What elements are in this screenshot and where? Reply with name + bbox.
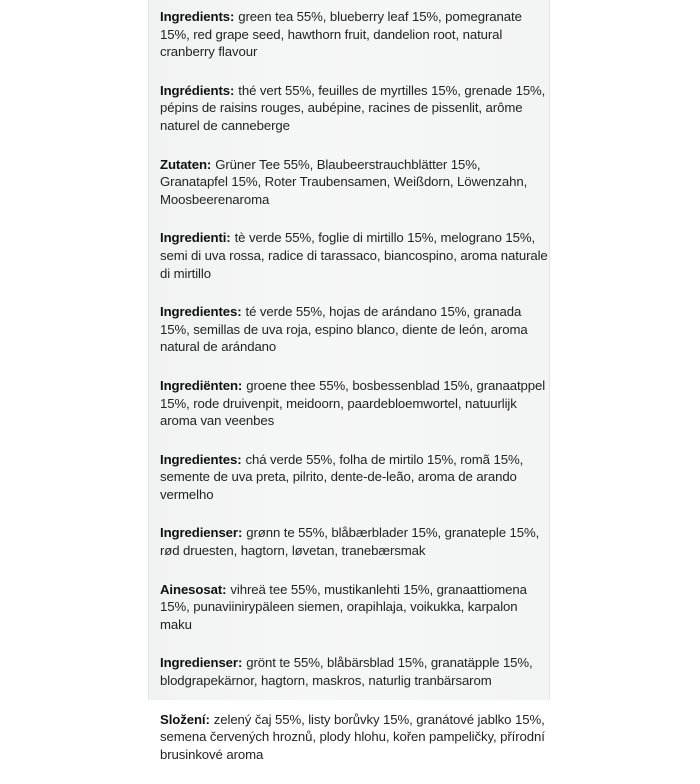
ingredients-text-de: Grüner Tee 55%, Blaubeerstrauchblätter 15%, Granatapfel 15%, Roter Traubensamen, Weißdorn, Löwenzahn, Moosbeerenaroma [160, 156, 528, 207]
ingredients-no [160, 524, 548, 559]
ingredients-label-pt: Ingredientes: [160, 451, 242, 467]
ingredients-list [160, 8, 548, 784]
ingredients-nl [160, 377, 548, 430]
ingredients-es [160, 303, 548, 356]
ingredients-text-fr: thé vert 55%, feuilles de myrtilles 15%, grenade 15%, pépins de raisins rouges, aubépine, racines de pissenlit, arôme naturel de canneberge [160, 82, 546, 133]
ingredients-fi [160, 581, 548, 634]
ingredients-en [160, 8, 548, 61]
ingredients-text-fi: vihreä tee 55%, mustikanlehti 15%, granaattiomena 15%, punaviinirypäleen siemen, orapihlaja, voikukka, karpalon maku [160, 581, 527, 632]
ingredients-label-it: Ingredienti: [160, 230, 231, 246]
ingredients-fr [160, 82, 548, 135]
ingredients-cs [160, 711, 548, 764]
ingredients-text-en: green tea 55%, blueberry leaf 15%, pomegranate 15%, red grape seed, hawthorn fruit, dandelion root, natural cranberry flavour [160, 9, 522, 60]
ingredients-de [160, 156, 548, 209]
ingredients-label-es: Ingredientes: [160, 304, 242, 320]
ingredients-text-pt: chá verde 55%, folha de mirtilo 15%, romã 15%, semente de uva preta, pilrito, dente-de-leão, aroma de arando vermelho [160, 451, 524, 502]
ingredients-text-nl: groene thee 55%, bosbessenblad 15%, granaatppel 15%, rode druivenpit, meidoorn, paardebloemwortel, natuurlijk aroma van veenbes [160, 377, 546, 429]
ingredients-label-no: Ingredienser: [160, 525, 243, 541]
ingredients-pt [160, 451, 548, 504]
ingredients-label-en: Ingredients: [160, 9, 235, 24]
ingredients-text-sv: grönt te 55%, blåbärsblad 15%, granatäpple 15%, blodgrapekärnor, hagtorn, maskros, naturlig tranbärsarom [160, 655, 533, 689]
ingredients-label-fi: Ainesosat: [160, 581, 227, 597]
ingredients-label-nl: Ingrediënten: [160, 377, 243, 393]
ingredients-label-de: Zutaten: [160, 156, 212, 172]
ingredients-label-cs: Složení: [160, 711, 210, 727]
ingredients-text-it: tè verde 55%, foglie di mirtillo 15%, melograno 15%, semi di uva rossa, radice di tarassaco, biancospino, aroma naturale di mirtillo [160, 230, 548, 281]
ingredients-label-fr: Ingrédients: [160, 82, 235, 98]
ingredients-text-cs: zelený čaj 55%, listy borůvky 15%, granátové jablko 15%, semena červených hroznů, plody hlohu, kořen pampeličky, přírodní brusinkové aroma [160, 711, 545, 762]
ingredients-text-no: grønn te 55%, blåbærblader 15%, granateple 15%, rød druesten, hagtorn, løvetan, tranebærsmak [160, 525, 540, 559]
ingredients-text-es: té verde 55%, hojas de arándano 15%, granada 15%, semillas de uva roja, espino blanco, diente de león, aroma natural de arándano [160, 304, 528, 355]
ingredients-sv [160, 654, 548, 689]
ingredients-label-sv: Ingredienser: [160, 655, 243, 671]
ingredients-it [160, 229, 548, 282]
